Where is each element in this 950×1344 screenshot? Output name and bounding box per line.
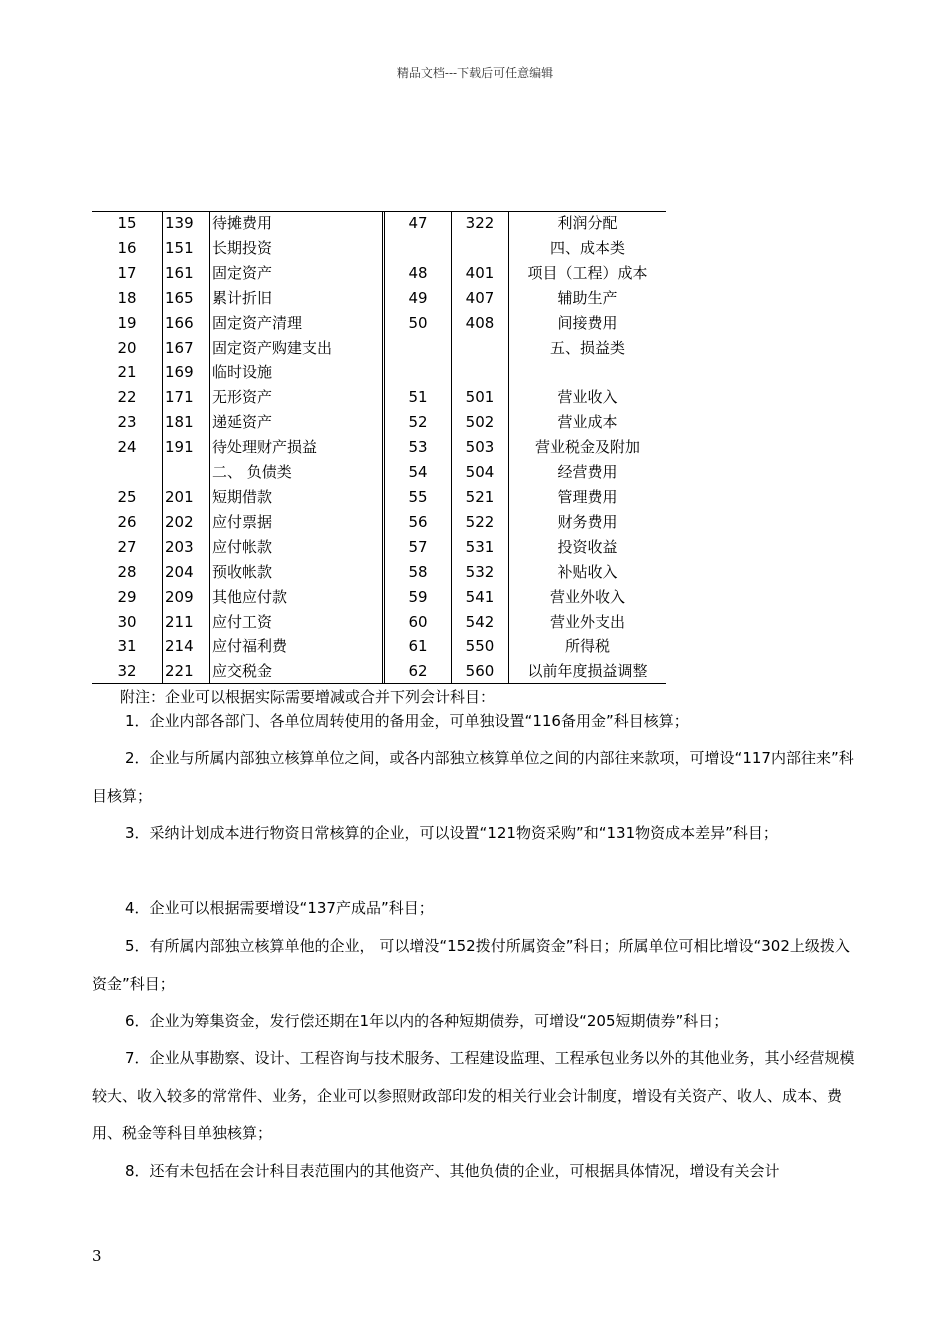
account-name: 固定资产清理 xyxy=(210,311,384,336)
table-row xyxy=(92,261,666,286)
row-number: 17 xyxy=(117,263,137,282)
table-row xyxy=(92,336,666,361)
row-number: 26 xyxy=(117,512,137,531)
account-code: 165 xyxy=(163,286,210,311)
row-number: 20 xyxy=(117,338,137,357)
account-name-right: 项目（工程）成本 xyxy=(509,261,667,286)
account-name-right: 营业外收入 xyxy=(509,585,667,610)
table-top-rule xyxy=(92,211,666,212)
table-row xyxy=(92,286,666,311)
table-row xyxy=(92,585,666,610)
row-number: 28 xyxy=(117,562,137,581)
account-name-right: 间接费用 xyxy=(509,311,667,336)
account-name: 临时设施 xyxy=(210,360,384,385)
account-name: 应付票据 xyxy=(210,510,384,535)
table-row xyxy=(92,634,666,659)
account-name-right: 四、成本类 xyxy=(509,236,667,261)
row-number: 19 xyxy=(117,313,137,332)
account-code: 139 xyxy=(163,211,210,236)
row-number: 22 xyxy=(117,388,137,407)
account-name: 应交税金 xyxy=(210,659,384,684)
account-code: 201 xyxy=(163,485,210,510)
account-name: 短期借款 xyxy=(210,485,384,510)
account-name: 二、 负债类 xyxy=(210,460,384,485)
row-number: 25 xyxy=(117,487,137,506)
account-code-right xyxy=(452,360,509,385)
account-name: 预收帐款 xyxy=(210,560,384,585)
account-code-right: 541 xyxy=(452,585,509,610)
account-code: 169 xyxy=(163,360,210,385)
account-code: 161 xyxy=(163,261,210,286)
account-code-right: 532 xyxy=(452,560,509,585)
account-code-right: 501 xyxy=(452,385,509,410)
row-number-right xyxy=(384,236,452,261)
account-name-right: 辅助生产 xyxy=(509,286,667,311)
account-code: 166 xyxy=(163,311,210,336)
table-row xyxy=(92,460,666,485)
account-name: 应付工资 xyxy=(210,610,384,635)
table-row xyxy=(92,535,666,560)
row-number: 32 xyxy=(117,662,137,681)
account-name-right: 五、损益类 xyxy=(509,336,667,361)
row-number-right: 56 xyxy=(408,512,428,531)
account-code: 191 xyxy=(163,435,210,460)
row-number-right: 54 xyxy=(408,463,428,482)
row-number: 15 xyxy=(117,214,137,232)
note-item-7: 7．企业从事勘察、设计、工程咨询与技术服务、工程建设监理、工程承包业务以外的其他业务，其小经营规模较大、收入较多的常常件、业务，企业可以参照财政部印发的相关行业会计制度，增设有关资产、收人、成本、费用、税金等科目单独核算； xyxy=(92,1049,855,1142)
account-code xyxy=(163,460,210,485)
accounts-table xyxy=(92,211,666,684)
account-code: 221 xyxy=(163,659,210,684)
row-number: 30 xyxy=(117,612,137,631)
account-code-right: 542 xyxy=(452,610,509,635)
account-name: 长期投资 xyxy=(210,236,384,261)
account-code: 214 xyxy=(163,634,210,659)
account-name-right: 营业收入 xyxy=(509,385,667,410)
account-code: 181 xyxy=(163,410,210,435)
account-code-right: 504 xyxy=(452,460,509,485)
account-code: 167 xyxy=(163,336,210,361)
account-name: 累计折旧 xyxy=(210,286,384,311)
account-name-right: 所得税 xyxy=(509,634,667,659)
row-number-right: 50 xyxy=(408,313,428,332)
account-name-right xyxy=(509,360,667,385)
account-name-right: 营业成本 xyxy=(509,410,667,435)
account-code-right: 408 xyxy=(452,311,509,336)
account-name: 其他应付款 xyxy=(210,585,384,610)
row-number-right: 60 xyxy=(408,612,428,631)
account-name: 固定资产 xyxy=(210,261,384,286)
account-code: 209 xyxy=(163,585,210,610)
account-name: 待处理财产损益 xyxy=(210,435,384,460)
account-code: 202 xyxy=(163,510,210,535)
account-code-right xyxy=(452,236,509,261)
row-number-right: 51 xyxy=(408,388,428,407)
account-code-right: 407 xyxy=(452,286,509,311)
row-number-right xyxy=(384,360,452,385)
note-item-3: 3．采纳计划成本进行物资日常核算的企业，可以设置“121物资采购”和“131物资成本差异”科目； xyxy=(125,824,778,842)
row-number: 23 xyxy=(117,413,137,432)
row-number-right: 62 xyxy=(408,662,428,681)
page-header: 精品文档---下载后可任意编辑 xyxy=(396,66,554,80)
row-number-right: 47 xyxy=(408,214,428,232)
row-number: 27 xyxy=(117,537,137,556)
note-item-1: 1．企业内部各部门、各单位周转使用的备用金，可单独设置“116备用金”科目核算； xyxy=(125,712,689,730)
table-row xyxy=(92,435,666,460)
table-row xyxy=(92,410,666,435)
account-code-right: 560 xyxy=(452,659,509,684)
account-name-right: 管理费用 xyxy=(509,485,667,510)
row-number-right: 57 xyxy=(408,537,428,556)
row-number xyxy=(92,460,163,485)
table-body xyxy=(92,211,666,684)
row-number: 21 xyxy=(117,363,137,382)
account-name-right: 投资收益 xyxy=(509,535,667,560)
account-name: 应付福利费 xyxy=(210,634,384,659)
account-code-right: 401 xyxy=(452,261,509,286)
table-row xyxy=(92,211,666,236)
row-number-right: 55 xyxy=(408,487,428,506)
row-number: 16 xyxy=(117,238,137,257)
account-name: 递延资产 xyxy=(210,410,384,435)
table-row xyxy=(92,236,666,261)
account-name-right: 以前年度损益调整 xyxy=(509,659,667,684)
account-name-right: 营业税金及附加 xyxy=(509,435,667,460)
account-name-right: 经营费用 xyxy=(509,460,667,485)
account-name-right: 财务费用 xyxy=(509,510,667,535)
row-number: 31 xyxy=(117,637,137,656)
account-name: 待摊费用 xyxy=(210,211,384,236)
account-code-right: 503 xyxy=(452,435,509,460)
note-item-8: 8．还有未包括在会计科目表范围内的其他资产、其他负债的企业，可根据具体情况，增设有关会计 xyxy=(125,1162,780,1180)
note-item-2: 2．企业与所属内部独立核算单位之间，或各内部独立核算单位之间的内部往来款项，可增设“117内部往来”科目核算； xyxy=(92,749,854,805)
row-number-right: 48 xyxy=(408,263,428,282)
page-number: 3 xyxy=(92,1247,102,1265)
account-name: 无形资产 xyxy=(210,385,384,410)
account-code-right: 521 xyxy=(452,485,509,510)
row-number-right: 49 xyxy=(408,288,428,307)
row-number-right xyxy=(384,336,452,361)
note-item-6: 6．企业为筹集资金，发行偿还期在1年以内的各种短期债券，可增设“205短期债券”科日； xyxy=(125,1012,729,1030)
table-row xyxy=(92,485,666,510)
account-code-right: 531 xyxy=(452,535,509,560)
table-row xyxy=(92,510,666,535)
account-name-right: 营业外支出 xyxy=(509,610,667,635)
account-name-right: 补贴收入 xyxy=(509,560,667,585)
row-number-right: 53 xyxy=(408,438,428,457)
table-bottom-rule xyxy=(92,683,666,684)
account-code: 171 xyxy=(163,385,210,410)
account-code-right: 522 xyxy=(452,510,509,535)
account-code-right: 550 xyxy=(452,634,509,659)
table-row xyxy=(92,385,666,410)
row-number: 24 xyxy=(117,438,137,457)
row-number-right: 61 xyxy=(408,637,428,656)
account-code: 204 xyxy=(163,560,210,585)
table-row xyxy=(92,360,666,385)
account-name: 应付帐款 xyxy=(210,535,384,560)
notes-title: 附注：企业可以根据实际需要增减或合并下列会计科目： xyxy=(120,688,496,706)
note-item-5: 5．有所属内部独立核算单他的企业， 可以增没“152拨付所属资金”科日；所属单位可相比增设“302上级拨入资金”科目； xyxy=(92,937,850,993)
row-number-right: 58 xyxy=(408,562,428,581)
row-number-right: 59 xyxy=(408,587,428,606)
table-row xyxy=(92,311,666,336)
note-item-4: 4．企业可以根据需要增设“137产成品”科目； xyxy=(125,899,434,917)
row-number: 18 xyxy=(117,288,137,307)
table-row xyxy=(92,610,666,635)
account-code-right: 502 xyxy=(452,410,509,435)
row-number: 29 xyxy=(117,587,137,606)
account-code-right xyxy=(452,336,509,361)
table-row xyxy=(92,659,666,684)
account-code: 211 xyxy=(163,610,210,635)
account-code: 151 xyxy=(163,236,210,261)
table-row xyxy=(92,560,666,585)
account-code: 203 xyxy=(163,535,210,560)
account-name: 固定资产购建支出 xyxy=(210,336,384,361)
row-number-right: 52 xyxy=(408,413,428,432)
account-code-right: 322 xyxy=(452,211,509,236)
account-name-right: 利润分配 xyxy=(509,211,667,236)
